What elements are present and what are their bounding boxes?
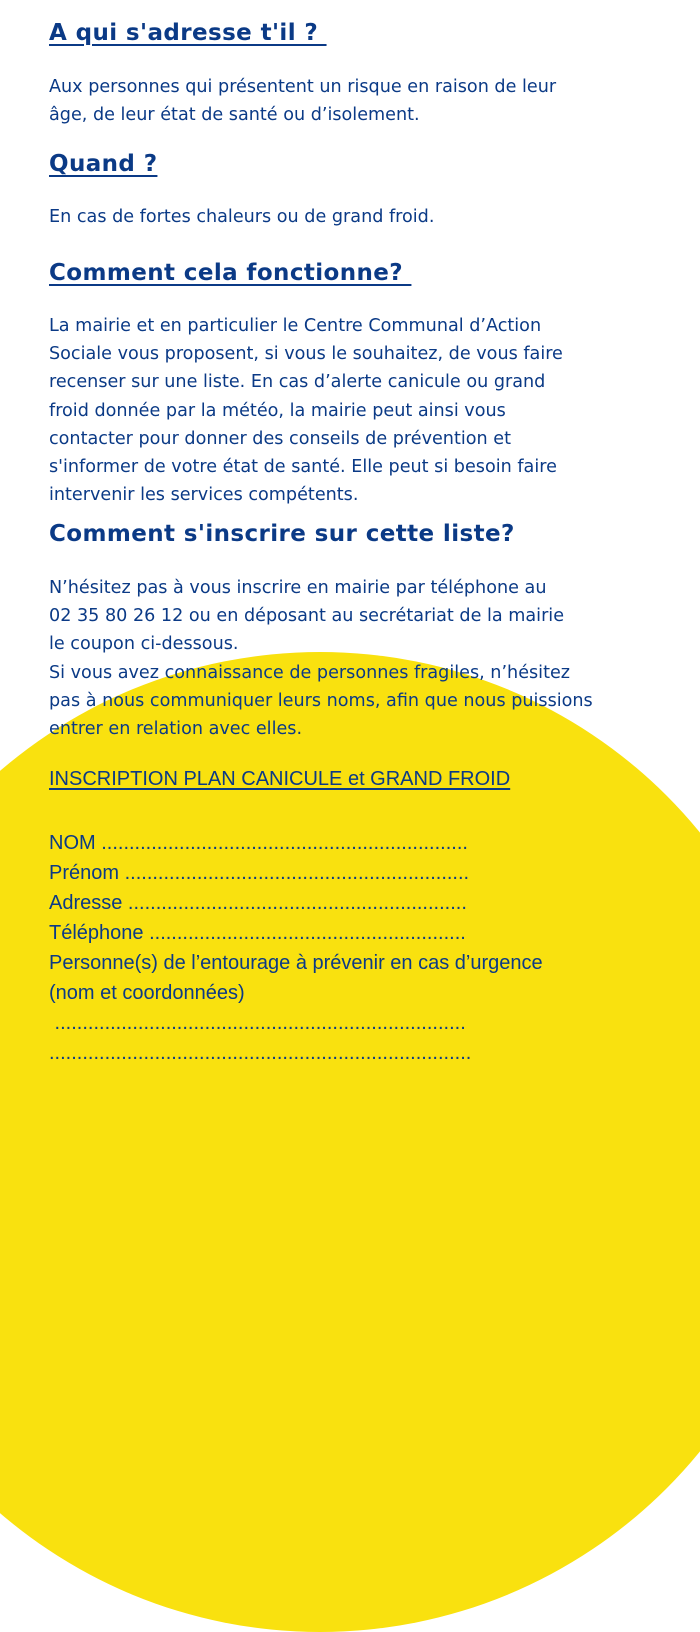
paragraph-how	[49, 312, 563, 509]
registration-coupon	[49, 828, 543, 1068]
paragraph-line: intervenir les services compétents.	[49, 485, 359, 506]
paragraph-line: contacter pour donner des conseils de prévention et	[49, 428, 511, 449]
paragraph-line: Aux personnes qui présentent un risque en raison de leur	[49, 77, 557, 97]
paragraph-line: La mairie et en particulier le Centre Communal d’Action	[49, 316, 542, 336]
paragraph-line: s'informer de votre état de santé. Elle peut si besoin faire	[49, 457, 557, 478]
paragraph-when	[49, 203, 434, 231]
form-field-emergency-line-2[interactable]: ............................................................................	[49, 1042, 472, 1064]
paragraph-line: âge, de leur état de santé ou d’isolement.	[49, 105, 420, 126]
form-field-prenom[interactable]: Prénom ..............................................................	[49, 862, 470, 884]
paragraph-line: 02 35 80 26 12 ou en déposant au secrétariat de la mairie	[49, 606, 565, 627]
paragraph-line: En cas de fortes chaleurs ou de grand froid.	[49, 207, 435, 227]
paragraph-who	[49, 73, 556, 129]
form-field-emergency-line-1[interactable]: ..........................................................................	[49, 1012, 466, 1034]
paragraph-line: N’hésitez pas à vous inscrire en mairie par téléphone au	[49, 578, 547, 598]
form-field-telephone[interactable]: Téléphone .........................................................	[49, 922, 466, 944]
paragraph-line: recenser sur une liste. En cas d’alerte canicule ou grand	[49, 372, 546, 393]
form-label-emergency-hint: (nom et coordonnées)	[49, 982, 245, 1004]
paragraph-register	[49, 574, 593, 743]
heading-who: A qui s'adresse t'il ?	[49, 20, 327, 46]
paragraph-line: Si vous avez connaissance de personnes fragiles, n’hésitez	[49, 662, 571, 683]
paragraph-line: pas à nous communiquer leurs noms, afin que nous puissions	[49, 690, 593, 711]
paragraph-line: le coupon ci-dessous.	[49, 634, 239, 655]
paragraph-line: froid donnée par la météo, la mairie peut ainsi vous	[49, 400, 506, 421]
heading-register: Comment s'inscrire sur cette liste?	[49, 521, 515, 547]
form-field-nom[interactable]: NOM ..................................................................	[49, 832, 468, 854]
paragraph-line: Sociale vous proposent, si vous le souhaitez, de vous faire	[49, 344, 563, 365]
form-field-adresse[interactable]: Adresse .............................................................	[49, 892, 467, 914]
form-title: INSCRIPTION PLAN CANICULE et GRAND FROID	[49, 768, 511, 790]
heading-how: Comment cela fonctionne?	[49, 260, 412, 286]
heading-when: Quand ?	[49, 151, 158, 177]
paragraph-line: entrer en relation avec elles.	[49, 719, 303, 740]
form-label-emergency-contact: Personne(s) de l’entourage à prévenir en cas d’urgence	[49, 952, 543, 974]
